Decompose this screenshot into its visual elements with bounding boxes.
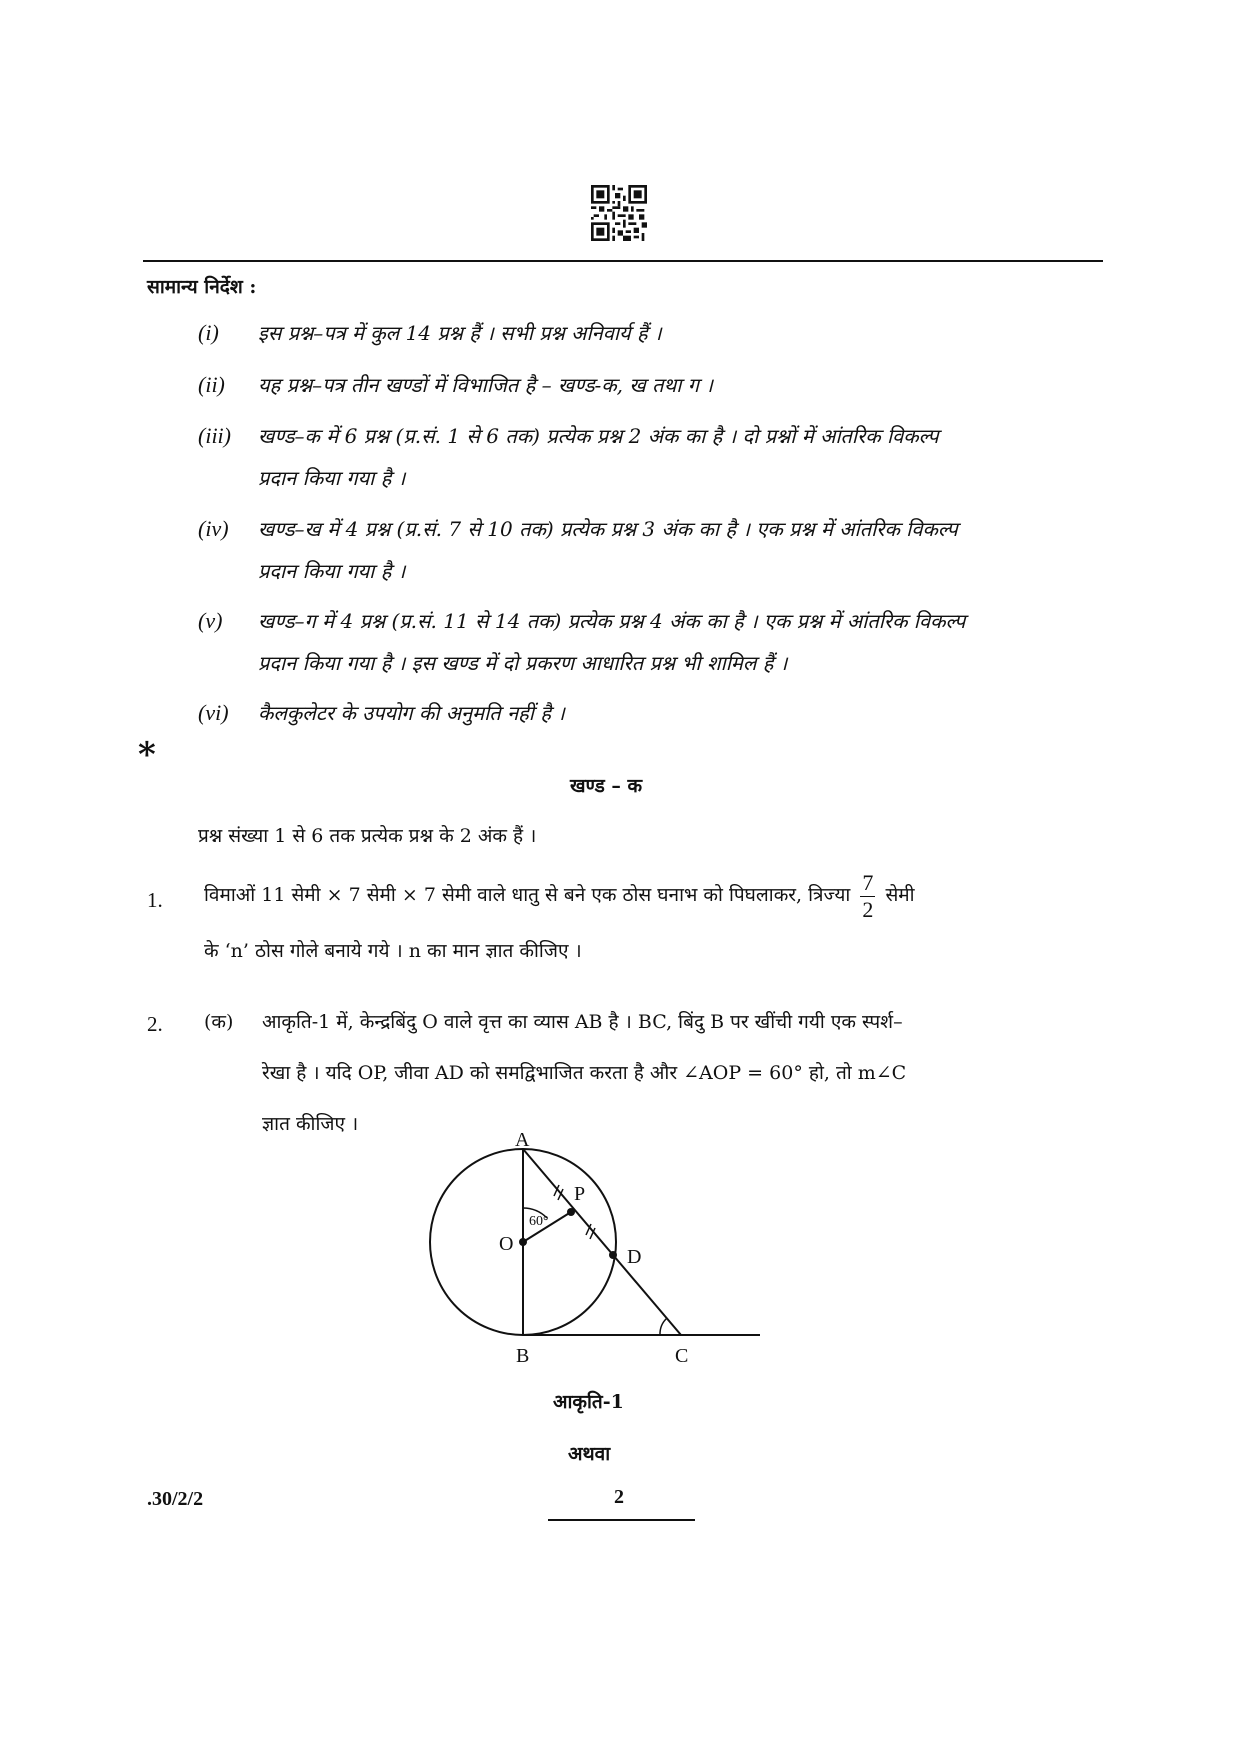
label-C: C: [675, 1345, 689, 1367]
paper-code: .30/2/2: [147, 1488, 204, 1510]
label-A: A: [515, 1130, 530, 1151]
instruction-text: कैलकुलेटर के उपयोग की अनुमति नहीं है ।: [258, 701, 565, 725]
instruction-text: खण्ड–ग में 4 प्रश्न (प्र.सं. 11 से 14 तक) प्रत्येक प्रश्न 4 अंक का है । एक प्रश्न में आंतरिक विकल्प: [258, 609, 966, 633]
instruction-text: प्रदान किया गया है ।: [258, 466, 406, 490]
star-mark: *: [138, 735, 156, 775]
qr-code: [591, 185, 647, 241]
header-rule: [143, 260, 1103, 262]
fraction: [860, 870, 875, 923]
instruction-text: यह प्रश्न–पत्र तीन खण्डों में विभाजित है – खण्ड-क, ख तथा ग ।: [258, 373, 713, 397]
instruction-text: इस प्रश्न–पत्र में कुल 14 प्रश्न हैं । सभी प्रश्न अनिवार्य हैं ।: [258, 321, 662, 345]
question-text: के ‘n’ ठोस गोले बनाये गये । n का मान ज्ञात कीजिए ।: [204, 940, 582, 962]
instruction-number: (iii): [198, 423, 231, 448]
point-O: [519, 1238, 527, 1246]
figure-caption: आकृति-1: [553, 1391, 624, 1413]
page-number: 2: [614, 1486, 624, 1508]
instruction-text: खण्ड–क में 6 प्रश्न (प्र.सं. 1 से 6 तक) प्रत्येक प्रश्न 2 अंक का है । दो प्रश्नों में आंतरिक विकल्प: [258, 424, 939, 448]
question-text: आकृति-1 में, केन्द्रबिंदु O वाले वृत्त का व्यास AB है । BC, बिंदु B पर खींची गयी एक स्पर्श–: [262, 1011, 903, 1033]
label-B: B: [516, 1345, 530, 1367]
or-text: अथवा: [568, 1443, 611, 1465]
question-text: सेमी: [885, 884, 915, 906]
line-AC: [523, 1149, 681, 1335]
instruction-item: [198, 692, 1098, 734]
instruction-item: [198, 600, 1098, 684]
question-1-line: [204, 868, 915, 923]
instruction-number: (vi): [198, 700, 229, 725]
instruction-text: प्रदान किया गया है । इस खण्ड में दो प्रकरण आधारित प्रश्न भी शामिल हैं ।: [258, 651, 788, 675]
label-angle-60: 60°: [529, 1214, 549, 1229]
instruction-number: (i): [198, 320, 219, 345]
instruction-item: [198, 415, 1098, 499]
point-D: [609, 1251, 617, 1259]
label-D: D: [627, 1246, 642, 1268]
instruction-item: [198, 312, 1098, 354]
question-number: 2.: [147, 1012, 163, 1036]
point-P: [567, 1208, 575, 1216]
question-part-label: (क): [204, 1011, 234, 1033]
question-text: रेखा है । यदि OP, जीवा AD को समद्विभाजित करता है और ∠AOP = 60° हो, तो m∠C: [262, 1062, 907, 1084]
label-P: P: [574, 1183, 586, 1205]
footer-rule: [548, 1519, 695, 1521]
instruction-text: प्रदान किया गया है ।: [258, 559, 406, 583]
instruction-number: (iv): [198, 516, 229, 541]
instruction-number: (ii): [198, 372, 225, 397]
instruction-item: [198, 364, 1098, 406]
question-number: 1.: [147, 888, 163, 912]
section-marks-note: प्रश्न संख्या 1 से 6 तक प्रत्येक प्रश्न के 2 अंक हैं ।: [198, 825, 537, 847]
instruction-text: खण्ड–ख में 4 प्रश्न (प्र.सं. 7 से 10 तक) प्रत्येक प्रश्न 3 अंक का है । एक प्रश्न में आंतरिक विकल्प: [258, 517, 958, 541]
question-text: विमाओं 11 सेमी × 7 सेमी × 7 सेमी वाले धातु से बने एक ठोस घनाभ को पिघलाकर, त्रिज्या: [204, 884, 851, 906]
fraction-denominator: 2: [862, 896, 874, 922]
fraction-numerator: 7: [862, 869, 874, 895]
angle-arc-C: [660, 1318, 667, 1335]
figure-1-diagram: [420, 1130, 790, 1388]
instruction-item: [198, 508, 1098, 592]
question-text: ज्ञात कीजिए ।: [262, 1113, 359, 1135]
label-O: O: [499, 1233, 514, 1255]
instructions-heading: सामान्य निर्देश :: [147, 276, 257, 298]
section-title: खण्ड – क: [570, 775, 643, 797]
instruction-number: (v): [198, 608, 223, 633]
